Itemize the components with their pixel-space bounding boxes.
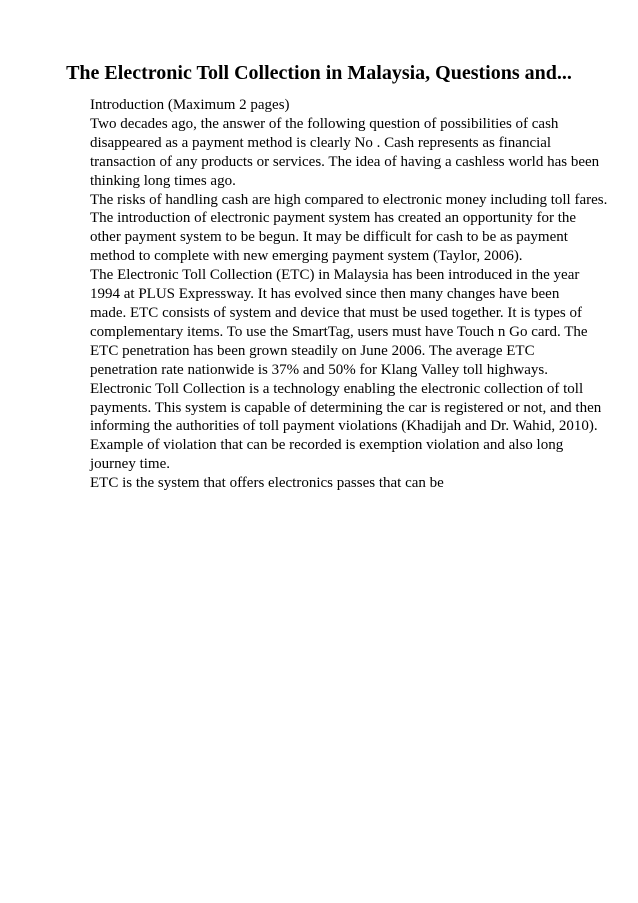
document-body xyxy=(90,96,630,493)
body-line: The risks of handling cash are high compared to electronic money including toll fares. xyxy=(90,191,608,208)
body-line: The Electronic Toll Collection (ETC) in Malaysia has been introduced in the year xyxy=(90,267,580,284)
body-line: ETC is the system that offers electronics passes that can be xyxy=(90,475,444,492)
body-line: disappeared as a payment method is clearly No . Cash represents as financial xyxy=(90,134,552,151)
body-line: Introduction (Maximum 2 pages) xyxy=(90,97,290,113)
body-line: other payment system to be begun. It may be difficult for cash to be as payment xyxy=(90,229,568,246)
body-line: penetration rate nationwide is 37% and 50% for Klang Valley toll highways. xyxy=(90,361,548,378)
body-line: Example of violation that can be recorded is exemption violation and also long xyxy=(90,437,564,454)
body-line: payments. This system is capable of determining the car is registered or not, and then xyxy=(90,399,602,416)
body-line: Electronic Toll Collection is a technology enabling the electronic collection of toll xyxy=(90,380,584,397)
body-line: informing the authorities of toll payment violations (Khadijah and Dr. Wahid, 2010). xyxy=(90,418,598,435)
body-line: made. ETC consists of system and device that must be used together. It is types of xyxy=(90,304,582,321)
body-line: Two decades ago, the answer of the following question of possibilities of cash xyxy=(90,115,559,132)
document-title: The Electronic Toll Collection in Malaysia, Questions and... xyxy=(66,62,572,84)
body-line: transaction of any products or services. The idea of having a cashless world has been xyxy=(90,153,600,170)
body-line: 1994 at PLUS Expressway. It has evolved since then many changes have been xyxy=(90,286,560,303)
body-line: method to complete with new emerging payment system (Taylor, 2006). xyxy=(90,248,523,265)
body-line: The introduction of electronic payment system has created an opportunity for the xyxy=(90,210,577,227)
body-line: ETC penetration has been grown steadily on June 2006. The average ETC xyxy=(90,342,535,359)
body-line: complementary items. To use the SmartTag, users must have Touch n Go card. The xyxy=(90,323,588,340)
body-line: thinking long times ago. xyxy=(90,172,236,189)
body-line: journey time. xyxy=(90,456,170,473)
